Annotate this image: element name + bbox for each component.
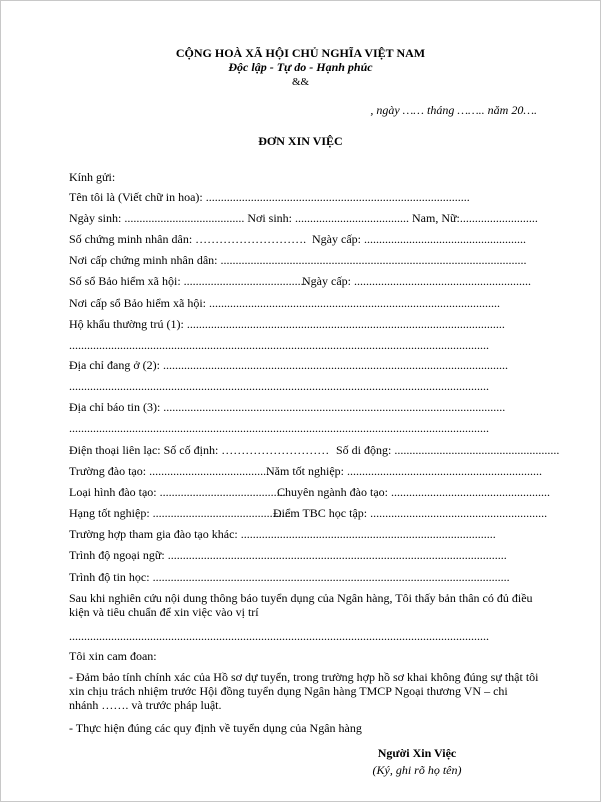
field-computer: Trình độ tin học: .......................................................................................................................: [69, 570, 510, 584]
field-permanent-address-cont: ............................................................................................................................................: [69, 338, 489, 352]
greeting: Kính gửi:: [69, 170, 116, 184]
field-phone-mobile: Số di động: .......................................................: [336, 443, 560, 457]
field-id-date: Ngày cấp: ......................................................: [312, 232, 526, 246]
signature-label: Người Xin Việc: [377, 746, 457, 760]
field-other-training: Trường hợp tham gia đào tạo khác: .....................................................................................: [69, 527, 496, 541]
field-name: Tên tôi là (Viết chữ in hoa): ........................................................................................: [69, 190, 470, 204]
date-line: , ngày …… tháng …….. năm 20….: [370, 103, 537, 117]
commitment-item-1: - Đảm bảo tính chính xác của Hồ sơ dự tuyển, trong trường hợp hồ sơ khai không đúng sự thật tôi xin chịu trách nhiệm trước Hội đồng tuyển dụng Ngân hàng TMCP Ngoại thương VN – chi nhánh ……. và trước pháp luật.: [69, 670, 539, 712]
field-permanent-address: Hộ khẩu thường trú (1): ..........................................................................................................: [69, 317, 505, 331]
field-gender: Nam, Nữ:..........................: [412, 211, 538, 225]
commitment-heading: Tôi xin cam đoan:: [69, 649, 157, 663]
field-phone-fixed: Điện thoại liên lạc: Số cố định: ………………………: [69, 443, 330, 457]
commitment-item-2: - Thực hiện đúng các quy định về tuyển dụng của Ngân hàng: [69, 721, 362, 735]
ornament-icon: &&: [291, 76, 310, 88]
field-insurance-place: Nơi cấp sổ Bảo hiểm xã hội: .................................................................................................: [69, 296, 500, 310]
field-gpa: Điểm TBC học tập: ...........................................................: [273, 506, 548, 520]
field-grade: Hạng tốt nghiệp: ..............................................: [69, 506, 291, 520]
field-mailing-address: Địa chỉ báo tin (3): ..................................................................................................................: [69, 400, 506, 414]
signature-note: (Ký, ghi rõ họ tên): [372, 763, 462, 777]
field-insurance-number: Số sổ Bảo hiểm xã hội: .........................................: [69, 274, 307, 288]
motto: Độc lập - Tự do - Hạnh phúc: [228, 60, 373, 74]
field-mailing-address-cont: ............................................................................................................................................: [69, 421, 489, 435]
field-id-place: Nơi cấp chứng minh nhân dân: ......................................................................................................: [69, 253, 527, 267]
field-id-number: Số chứng minh nhân dân: ……………………….: [69, 232, 307, 246]
field-insurance-date: Ngày cấp: ...........................................................: [302, 274, 531, 288]
document-title: ĐƠN XIN VIỆC: [258, 134, 343, 148]
field-training-type: Loại hình đào tạo: ..........................................: [69, 485, 286, 499]
field-school: Trường đào tạo: ........................................: [69, 464, 270, 478]
country-heading: CỘNG HOÀ XÃ HỘI CHỦ NGHĨA VIỆT NAM: [175, 46, 426, 60]
field-current-address-cont: ............................................................................................................................................: [69, 379, 489, 393]
position-cont: ............................................................................................................................................: [69, 629, 489, 643]
field-major: Chuyên ngành đào tạo: .....................................................: [277, 485, 550, 499]
position-intro: Sau khi nghiên cứu nội dung thông báo tuyển dụng của Ngân hàng, Tôi thấy bản thân có đủ điều kiện và tiêu chuẩn để xin việc vào vị trí: [69, 591, 533, 619]
field-dob: Ngày sinh: ........................................ Nơi sinh: ......................................: [69, 211, 410, 225]
field-grad-year: Năm tốt nghiệp: .................................................................: [266, 464, 542, 478]
field-current-address: Địa chỉ đang ở (2): ...................................................................................................................: [69, 358, 508, 372]
field-language: Trình độ ngoại ngữ: .................................................................................................................: [69, 548, 507, 562]
